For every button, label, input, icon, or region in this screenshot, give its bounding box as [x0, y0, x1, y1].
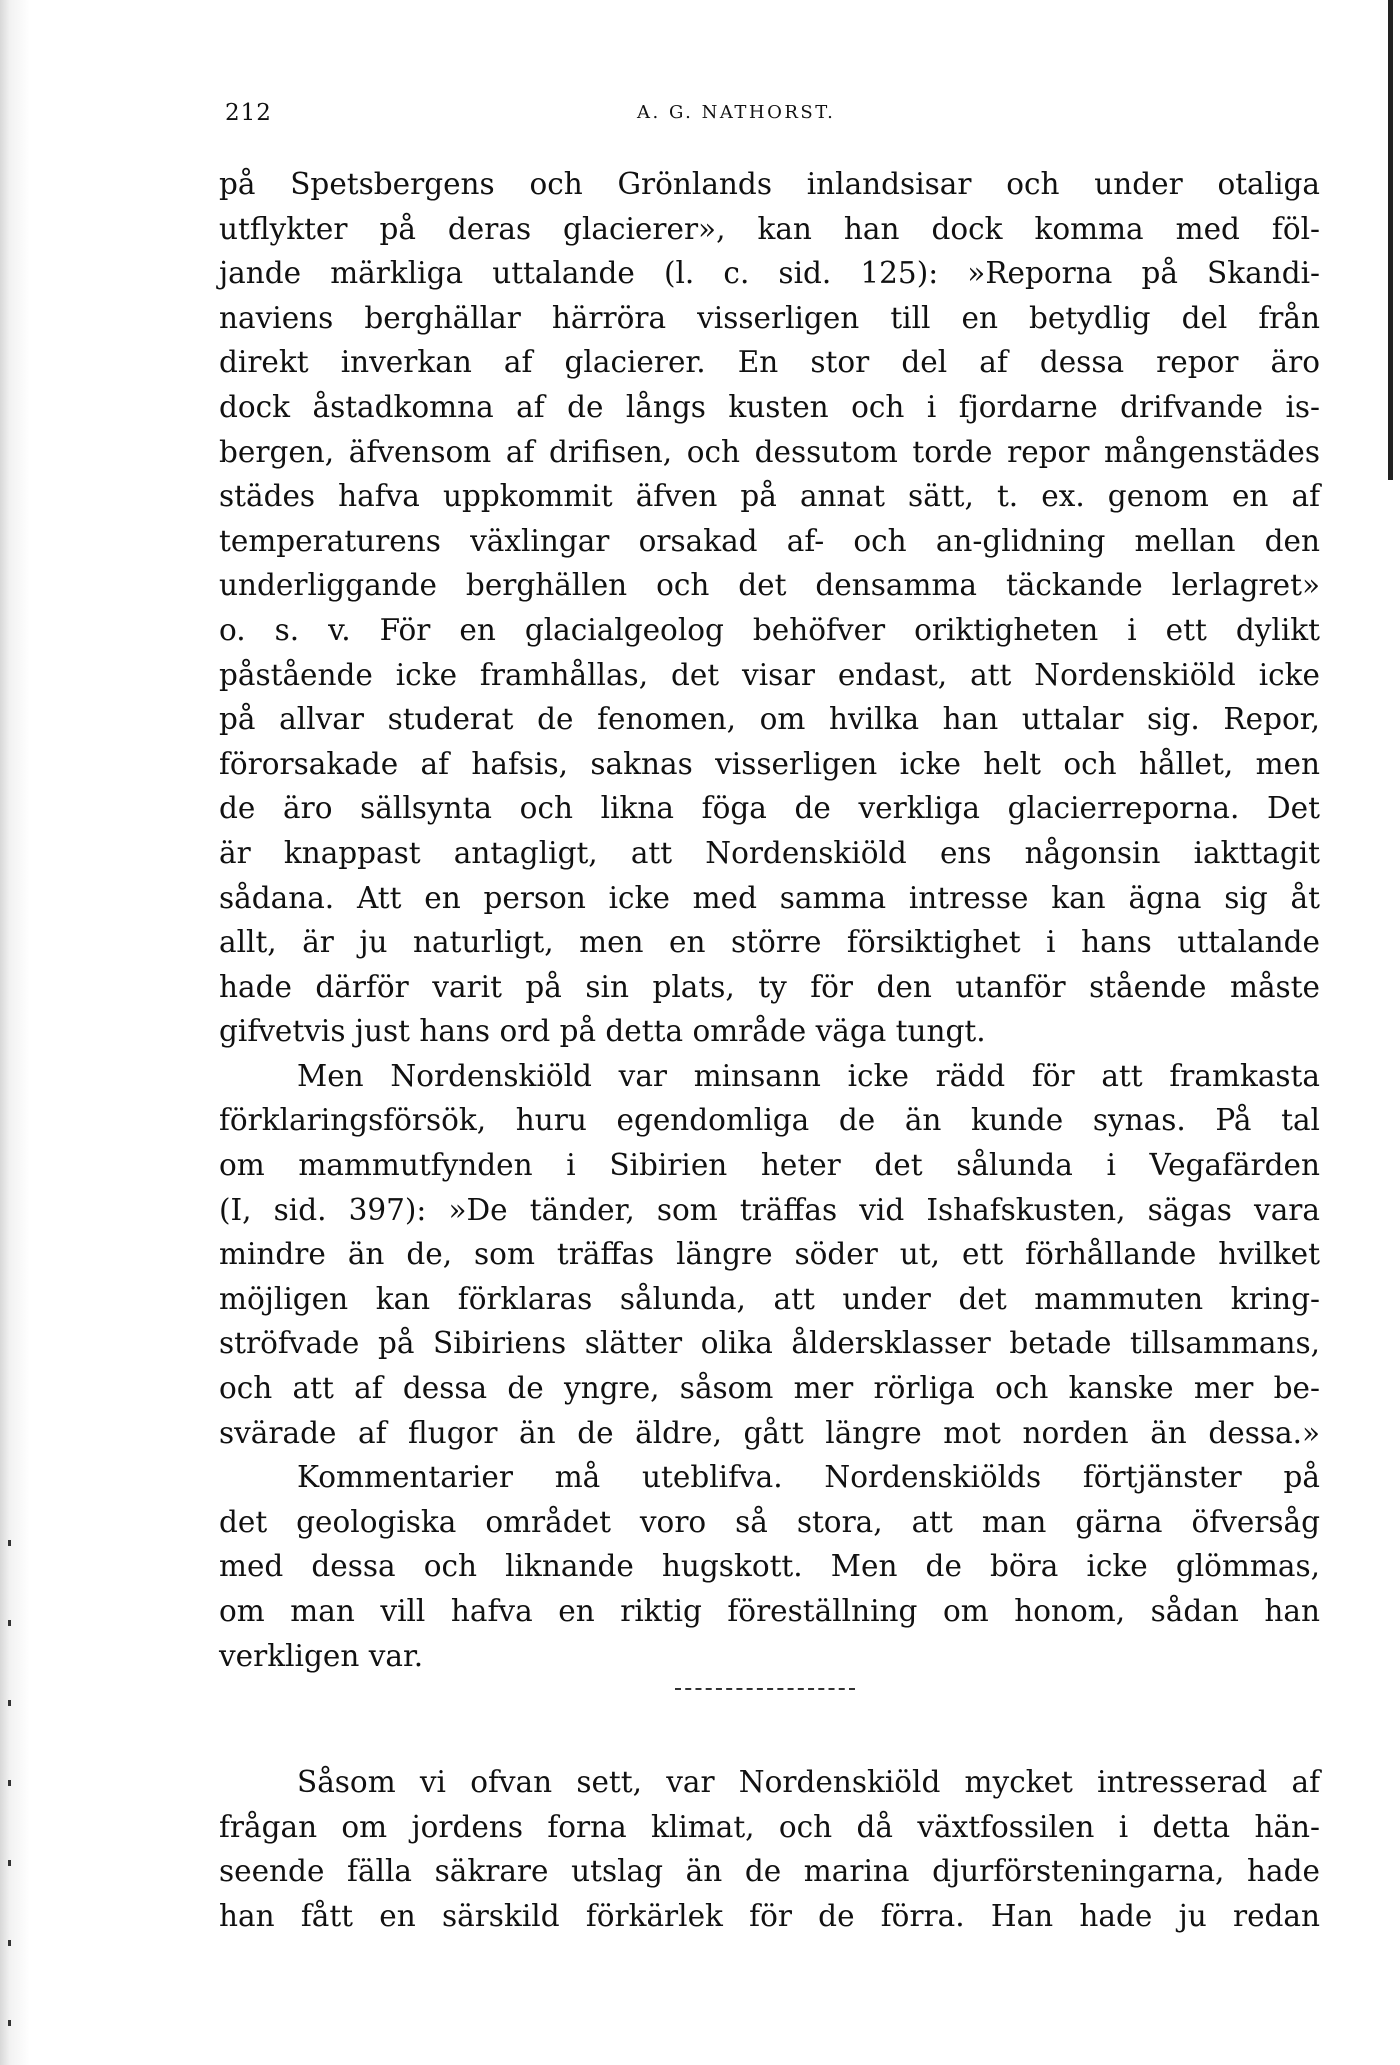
- page-number: 212: [225, 100, 272, 126]
- text-line: seende fälla säkrare utslag än de marina djurförsteningarna, hade: [219, 1854, 1320, 1889]
- text-line: påstående icke framhållas, det visar endast, att Nordenskiöld icke: [219, 657, 1320, 692]
- text-line: det geologiska området voro så stora, att man gärna öfversåg: [219, 1504, 1320, 1539]
- page-header: [225, 100, 1325, 132]
- text-line: dock åstadkomna af de långs kusten och i fjordarne drifvande is-: [219, 389, 1320, 424]
- text-line: ströfvade på Sibiriens slätter olika åldersklasser betade tillsammans,: [219, 1326, 1320, 1361]
- body-text-block: [219, 162, 1320, 1678]
- binding-mark: [8, 1940, 11, 1946]
- text-line: de äro sällsynta och likna föga de verkliga glacierreporna. Det: [219, 791, 1320, 826]
- text-line: o. s. v. För en glacialgeolog behöfver oriktigheten i ett dylikt: [219, 612, 1320, 647]
- text-line: allt, är ju naturligt, men en större försiktighet i hans uttalande: [219, 925, 1320, 960]
- text-line: om man vill hafva en riktig föreställning om honom, sådan han: [219, 1594, 1320, 1628]
- section-divider: [675, 1688, 855, 1692]
- text-line: utflykter på deras glacierer», kan han dock komma med föl-: [219, 211, 1320, 246]
- text-line: med dessa och liknande hugskott. Men de böra icke glömmas,: [219, 1549, 1320, 1584]
- running-head: A. G. NATHORST.: [637, 102, 836, 123]
- body-text-block: [219, 1760, 1320, 1938]
- text-line: är knappast antagligt, att Nordenskiöld ens någonsin iakttagit: [219, 835, 1320, 870]
- text-line: underliggande berghällen och det densamma täckande lerlagret»: [219, 568, 1320, 603]
- text-line: han fått en särskild förkärlek för de förra. Han hade ju redan: [219, 1898, 1320, 1933]
- binding-mark: [8, 1620, 11, 1626]
- text-line: gifvetvis just hans ord på detta område väga tungt.: [219, 1014, 986, 1049]
- text-line: verkligen var.: [219, 1638, 424, 1673]
- text-line: svärade af flugor än de äldre, gått längre mot norden än dessa.»: [219, 1415, 1320, 1450]
- text-line: Såsom vi ofvan sett, var Nordenskiöld mycket intresserad af: [297, 1765, 1320, 1799]
- binding-mark: [8, 1700, 11, 1706]
- text-line: Men Nordenskiöld var minsann icke rädd för att framkasta: [297, 1058, 1320, 1093]
- text-line: jande märkliga uttalande (l. c. sid. 125): »Reporna på Skandi-: [219, 256, 1320, 291]
- text-line: om mammutfynden i Sibirien heter det sålunda i Vegafärden: [219, 1148, 1320, 1183]
- binding-mark: [8, 1540, 11, 1546]
- text-line: på allvar studerat de fenomen, om hvilka han uttalar sig. Repor,: [219, 702, 1320, 737]
- text-line: möjligen kan förklaras sålunda, att under det mammuten kring-: [219, 1281, 1320, 1316]
- text-line: (I, sid. 397): »De tänder, som träffas vid Ishafskusten, sägas vara: [219, 1192, 1320, 1227]
- text-line: förklaringsförsök, huru egendomliga de än kunde synas. På tal: [219, 1103, 1320, 1138]
- text-line: direkt inverkan af glacierer. En stor del af dessa repor äro: [219, 345, 1320, 380]
- text-line: och att af dessa de yngre, såsom mer rörliga och kanske mer be-: [219, 1371, 1320, 1406]
- text-line: bergen, äfvensom af drifisen, och dessutom torde repor mångenstädes: [219, 434, 1320, 469]
- text-line: mindre än de, som träffas längre söder ut, ett förhållande hvilket: [219, 1237, 1320, 1272]
- binding-mark: [8, 1780, 11, 1786]
- text-line: sådana. Att en person icke med samma intresse kan ägna sig åt: [219, 880, 1320, 915]
- text-line: städes hafva uppkommit äfven på annat sätt, t. ex. genom en af: [219, 479, 1320, 514]
- text-line: hade därför varit på sin plats, ty för den utanför stående måste: [219, 969, 1320, 1004]
- binding-mark: [8, 2020, 11, 2026]
- binding-edge: [0, 0, 48, 2065]
- text-line: Kommentarier må uteblifva. Nordenskiölds förtjänster på: [297, 1460, 1320, 1495]
- text-line: naviens berghällar härröra visserligen till en betydlig del från: [219, 300, 1320, 335]
- text-line: temperaturens växlingar orsakad af- och an-glidning mellan den: [219, 523, 1320, 558]
- binding-mark: [8, 1860, 11, 1866]
- text-line: på Spetsbergens och Grönlands inlandsisar och under otaliga: [219, 167, 1320, 201]
- text-line: frågan om jordens forna klimat, och då växtfossilen i detta hän-: [219, 1809, 1320, 1844]
- page-edge-line: [1388, 0, 1393, 480]
- text-line: förorsakade af hafsis, saknas visserligen icke helt och hållet, men: [219, 746, 1320, 781]
